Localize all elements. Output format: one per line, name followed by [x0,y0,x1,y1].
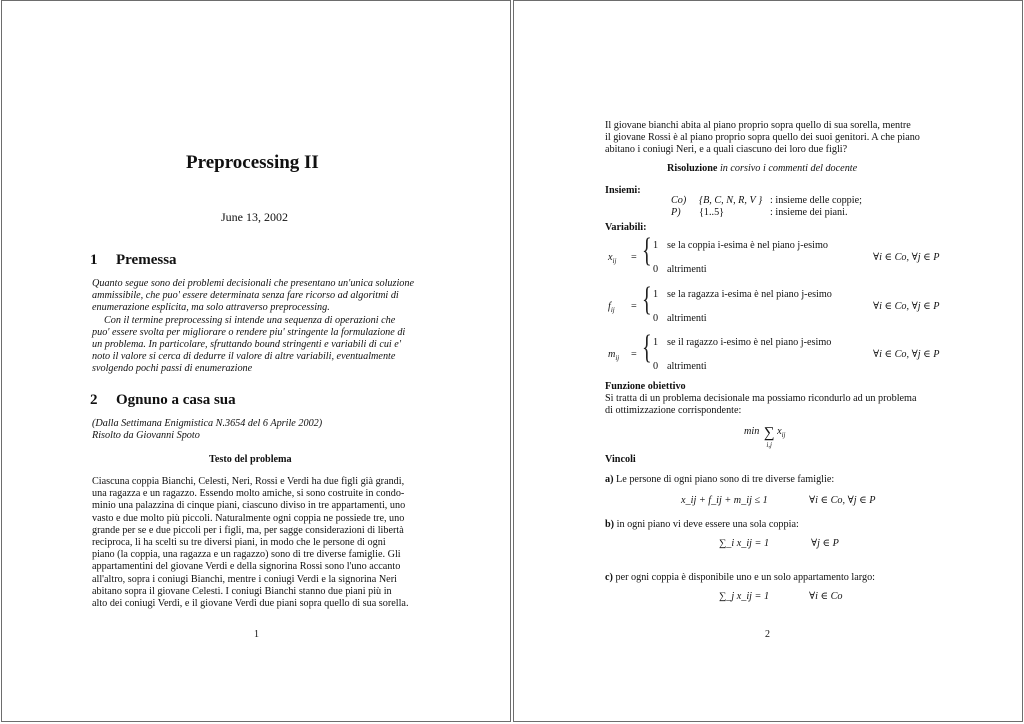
case-one: 1 [653,289,659,300]
case-one-text: se la ragazza i-esima è nel piano j-esimo [667,289,832,300]
set-desc: : insieme delle coppie; [770,195,862,206]
case-zero: 0 [653,313,659,324]
section-1-title: Premessa [116,252,177,268]
text-line: reciproca, li ha scelti su tre diversi piani, in modo che le persone di ogni [92,537,386,549]
set-value: {1..5} [699,207,725,218]
var-symbol: x [608,252,613,263]
text-line: Con il termine preprocessing si intende una sequenza di operazioni che [104,314,396,326]
var-symbol: m [608,349,616,360]
objective-formula [744,426,786,449]
case-zero-text: altrimenti [667,264,707,275]
text-line: Il giovane bianchi abita al piano proprio sopra quello di sua sorella, mentre [605,120,911,131]
variable-domain: ∀i ∈ Co, ∀j ∈ P [873,301,940,312]
text-line: svolgendo pochi passi di enumerazione [92,363,253,375]
variable-domain: ∀i ∈ Co, ∀j ∈ P [873,252,940,263]
text-line: Risolto da Giovanni Spoto [92,430,200,442]
term-subscript: ij [781,431,786,440]
text-line: puo' essere svolta per migliorare o rendere piu' stringente la formulazione di [92,326,406,338]
text-line: il giovane Rossi è al piano proprio sopra quello dei suoi genitori. A che piano [605,132,920,144]
left-brace: { [642,232,652,269]
text-line: enumerazione esplicita, ma solo attraverso preprocessing. [92,302,330,314]
left-brace: { [642,329,652,366]
constraint-text: per ogni coppia è disponibile uno e un solo appartamento largo: [615,572,876,583]
text-line: abitano i coniugi Neri, e a quali ciascuno dei loro due figli? [605,144,848,156]
constraint-text: Le persone di ogni piano sono di tre diverse famiglie: [616,474,835,485]
section-1-body [92,278,422,376]
constraint-c [605,572,875,583]
case-one-text: se il ragazzo i-esimo è nel piano j-esimo [667,337,832,348]
section-1-heading [90,252,177,269]
text-line: un problema. In particolare, sfruttando bound stringenti e variabili di cui e' [92,339,402,351]
text-line: appartamentini del giovane Verdi e della signorina Rossi sono l'uno accanto [92,561,401,573]
page-number: 1 [254,629,259,640]
var-subscript: ij [610,306,615,315]
text-line: Ciascuna coppia Bianchi, Celesti, Neri, Rossi e Verdi ha due figli già grandi, [92,476,405,487]
equals-sign: = [631,301,637,312]
risoluzione-label: Risoluzione [667,163,718,174]
set-desc: : insieme dei piani. [770,207,848,218]
constraint-tag: a) [605,474,614,485]
section-2-source [92,418,422,442]
equals-sign: = [631,349,637,360]
constraint-c-formula: ∑_j x_ij = 1 [719,591,770,602]
vincoli-label: Vincoli [605,454,636,465]
case-one-text: se la coppia i-esima è nel piano j-esimo [667,240,828,251]
section-1-number: 1 [90,252,98,268]
constraint-a-domain: ∀i ∈ Co, ∀j ∈ P [809,495,876,506]
equals-sign: = [631,252,637,263]
case-zero-text: altrimenti [667,313,707,324]
risoluzione-heading [667,163,857,174]
case-one: 1 [653,240,659,251]
constraint-a [605,474,834,485]
text-line: minio una palazzina di cinque piani, ciascuno diviso in tre appartamenti, uno [92,500,406,512]
risoluzione-note: in corsivo i commenti del docente [719,163,858,174]
text-line: grande per se e due piccoli per i figli, ma, per sagge considerazioni di libertà [92,524,404,536]
variable-m-name [608,349,619,362]
constraint-tag: c) [605,572,613,583]
variable-domain: ∀i ∈ Co, ∀j ∈ P [873,349,940,360]
case-zero: 0 [653,264,659,275]
obiettivo-label: Funzione obiettivo [605,381,686,392]
left-brace: { [642,281,652,318]
constraint-b [605,519,799,530]
term-symbol: x [777,426,782,437]
text-line: una ragazza e un ragazzo. Essendo molto amiche, si sono costruite in condo- [92,488,405,500]
set-name: Co) [671,195,687,206]
obiettivo-text [605,393,955,417]
var-symbol: f [608,301,611,312]
set-name: P) [671,207,681,218]
min-symbol: min [744,426,760,437]
text-line: all'altro, sopra i coniugi Bianchi, mentre i coniugi Verdi e la signorina Neri [92,573,397,585]
var-subscript: ij [615,354,620,363]
document-date: June 13, 2002 [221,210,288,224]
problem-text [92,476,422,610]
text-line: (Dalla Settimana Enigmistica N.3654 del 6 Aprile 2002) [92,418,323,429]
variabili-label: Variabili: [605,222,647,233]
text-line: noto il valore si cerca di dedurre il valore di altre variabili, eventualmente [92,351,396,363]
page-number: 2 [765,629,770,640]
intro-text [605,120,955,157]
case-zero-text: altrimenti [667,361,707,372]
text-line: vasto e due molto più piccoli. Naturalmente ogni coppia ne possiede tre, uno [92,512,405,524]
case-zero: 0 [653,361,659,372]
section-2-number: 2 [90,392,98,408]
constraint-c-domain: ∀i ∈ Co [809,591,843,602]
constraint-b-domain: ∀j ∈ P [811,538,839,549]
sum-index: i,j [766,441,772,449]
text-line: di ottimizzazione corrispondente: [605,405,742,417]
insiemi-label: Insiemi: [605,185,641,196]
case-one: 1 [653,337,659,348]
section-2-heading [90,392,236,409]
text-line: piano (la coppia, una ragazza e un ragazzo) sono di tre diverse famiglie. Gli [92,549,401,561]
set-value: {B, C, N, R, V } [699,195,763,206]
constraint-tag: b) [605,519,615,530]
problem-subheading: Testo del problema [209,454,292,465]
sum-symbol: ∑ [763,425,775,441]
text-line: abitano sopra il giovane Celesti. I coniugi Bianchi stanno due piani più in [92,585,392,597]
variable-x-name [608,252,616,265]
text-line: Quanto segue sono dei problemi decisionali che presentano un'unica soluzione [92,278,414,289]
page-2 [513,0,1023,722]
text-line: ammissibile, che puo' essere determinata senza fare ricorso ad algoritmi di [92,290,399,302]
constraint-a-formula: x_ij + f_ij + m_ij ≤ 1 [681,495,768,506]
constraint-text: in ogni piano vi deve essere una sola coppia: [616,519,799,530]
text-line: alto dei coniugi Verdi, e il giovane Verdi due piani sopra quello di sua sorella. [92,598,409,610]
constraint-b-formula: ∑_i x_ij = 1 [719,538,770,549]
var-subscript: ij [612,257,617,266]
page-1 [1,0,511,722]
text-line: Si tratta di un problema decisionale ma possiamo ricondurlo ad un problema [605,393,917,404]
document-title: Preprocessing II [186,152,319,173]
variable-f-name [608,301,615,314]
section-2-title: Ognuno a casa sua [116,392,236,408]
